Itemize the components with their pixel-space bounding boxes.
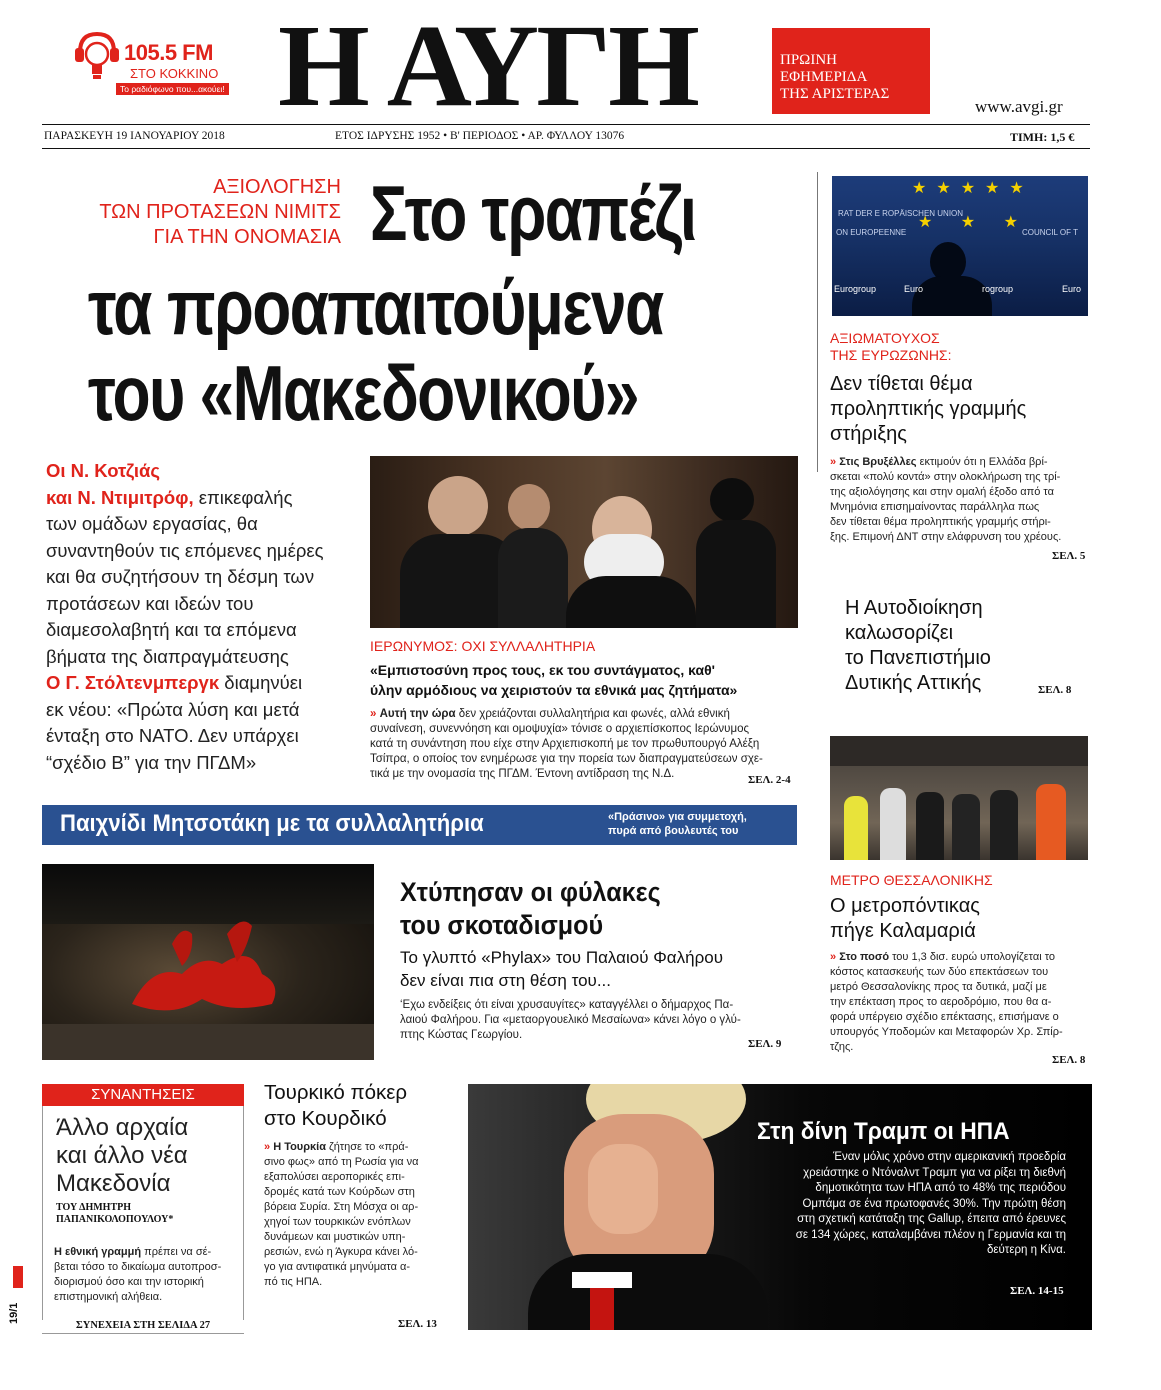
photo-ieronymos-tsipras bbox=[370, 456, 798, 628]
metro-body-line: τζης. bbox=[830, 1041, 854, 1053]
eurogroup-body bbox=[830, 455, 1088, 545]
arrow-icon: » bbox=[264, 1141, 271, 1153]
arrow-icon: » bbox=[370, 708, 377, 720]
lead-body-line bbox=[46, 458, 346, 485]
photo-figure bbox=[1036, 784, 1066, 860]
issue-date: ΠΑΡΑΣΚΕΥΗ 19 ΙΑΝΟΥΑΡΙΟΥ 2018 bbox=[44, 130, 225, 142]
metro-body-line: την επέκταση προς το αεροδρόμιο, που θα α- bbox=[830, 996, 1052, 1008]
meetings-author-line: ΠΑΠΑΝΙΚΟΛΟΠΟΥΛΟΥ* bbox=[56, 1214, 174, 1225]
lead-kicker-line: ΑΞΙΟΛΟΓΗΣΗ bbox=[213, 176, 341, 198]
photo-figure bbox=[566, 576, 696, 628]
turkey-body-line: σινο φως» από τη Ρωσία για να bbox=[264, 1156, 419, 1168]
meetings-body-line: επιστημονική αλήθεια. bbox=[54, 1291, 163, 1303]
meetings-text: πρέπει να σέ- bbox=[141, 1246, 212, 1258]
ieronymos-lead: Αυτή την ώρα bbox=[379, 708, 456, 720]
metro-body bbox=[830, 950, 1088, 1055]
tagline-line: ΠΡΩΙΝΗ bbox=[780, 52, 837, 68]
photo-figure bbox=[952, 794, 980, 860]
photo-figure bbox=[428, 476, 488, 536]
metro-lead: Στο ποσό bbox=[839, 951, 890, 963]
turkey-headline-line: στο Κουρδικό bbox=[264, 1107, 387, 1130]
turkey-body-line: χηγοί των τουρκικών ενόπλων bbox=[264, 1216, 411, 1228]
metro-kicker: ΜΕΤΡΟ ΘΕΣΣΑΛΟΝΙΚΗΣ bbox=[830, 872, 993, 888]
turkey-headline bbox=[264, 1080, 407, 1132]
eurogroup-kicker-line: ΤΗΣ ΕΥΡΩΖΩΝΗΣ: bbox=[830, 347, 952, 363]
meetings-body bbox=[54, 1245, 242, 1305]
stars-icon: ★ ★ ★ bbox=[918, 214, 1030, 231]
banner-headline: Παιχνίδι Μητσοτάκη με τα συλλαλητήρια bbox=[60, 810, 484, 837]
phylax-headline bbox=[400, 876, 661, 942]
photo-figure bbox=[572, 1272, 632, 1288]
ieronymos-body bbox=[370, 707, 800, 782]
eurogroup-headline-line: στήριξης bbox=[830, 423, 907, 445]
trump-body-line: χρειάστηκε ο Ντόναλντ Τραμπ για να ρίξει τη διεθνή bbox=[803, 1166, 1066, 1179]
lead-body bbox=[46, 458, 346, 776]
ieronymos-body-line: συναίνεση, συνεννόηση και ομοψυχία» τόνισε ο αρχιεπίσκοπος Ιερώνυμος bbox=[370, 723, 750, 735]
sculpture-figure bbox=[112, 904, 322, 1034]
eurogroup-kicker-line: ΑΞΙΩΜΑΤΟΥΧΟΣ bbox=[830, 330, 940, 346]
masthead-rule bbox=[42, 124, 1090, 125]
side-date-marker bbox=[13, 1266, 23, 1288]
metro-body-line: υπουργός Υποδομών και Μεταφορών Χρ. Σπίρ- bbox=[830, 1026, 1063, 1038]
banner-sub bbox=[608, 810, 747, 838]
photo-figure bbox=[844, 796, 868, 860]
trump-body-line: σε 134 χώρες, καταλαμβάνει πλέον η Γερμανία και τη bbox=[795, 1228, 1066, 1241]
eurogroup-headline-line: προληπτικής γραμμής bbox=[830, 398, 1027, 420]
turkey-page-ref: ΣΕΛ. 13 bbox=[398, 1318, 437, 1330]
masthead-rule-bottom bbox=[42, 148, 1090, 149]
turkey-body-line: βόρεια Συρία. Στη Μόσχα οι αρ- bbox=[264, 1201, 419, 1213]
lead-body-line: συναντηθούν τις επόμενες ημέρες bbox=[46, 539, 324, 561]
lead-body-line: ένταξη στο ΝΑΤΟ. Δεν υπάρχει bbox=[46, 725, 299, 746]
stars-icon: ★★★★★ bbox=[912, 180, 1034, 197]
lead-body-line: προτάσεων και ιδεών του bbox=[46, 592, 254, 614]
photo-figure bbox=[990, 790, 1018, 860]
lead-headline-line-2: τα προαπαιτούμενα bbox=[88, 263, 663, 351]
lead-headline-line-3: του «Μακεδονικού» bbox=[88, 349, 638, 437]
photo-figure bbox=[916, 792, 944, 860]
photo-figure bbox=[498, 528, 568, 628]
metro-body-line: μετρό Θεσσαλονίκης προς τα δυτικά, μαζί με bbox=[830, 981, 1047, 993]
trump-body-line: στη σχετική κατάταξη της Gallup, έπειτα από έρευνες bbox=[797, 1213, 1066, 1225]
lead-body-text: επικεφαλής bbox=[193, 486, 293, 508]
lead-body-line: των ομάδων εργασίας, θα bbox=[46, 513, 258, 534]
tagline-line: ΤΗΣ ΑΡΙΣΤΕΡΑΣ bbox=[780, 86, 890, 102]
metro-body-line bbox=[830, 950, 1088, 965]
phylax-deck bbox=[400, 946, 723, 992]
turkey-lead: Η Τουρκία bbox=[273, 1141, 326, 1153]
eurogroup-body-line bbox=[830, 455, 1088, 470]
photo-figure bbox=[588, 1144, 658, 1234]
ieronymos-quote-line: «Εμπιστοσύνη προς τους, εκ του συντάγματος, καθ' bbox=[370, 662, 715, 678]
trump-body-line: δεύτερη η Κίνα. bbox=[986, 1244, 1066, 1256]
lead-body-line bbox=[46, 670, 346, 697]
turkey-body-line: ρεσιών, ενώ η Άγκυρα κάνει λό- bbox=[264, 1246, 418, 1258]
lead-kicker-line: ΤΩΝ ΠΡΟΤΑΣΕΩΝ ΝΙΜΙΤΣ bbox=[99, 201, 341, 223]
eurogroup-headline-line: Δεν τίθεται θέμα bbox=[830, 373, 973, 395]
ieronymos-body-line bbox=[370, 707, 800, 722]
metro-headline-line: πήγε Καλαμαριά bbox=[830, 920, 976, 942]
metro-text: του 1,3 δισ. ευρώ υπολογίζεται το bbox=[889, 951, 1055, 963]
metro-headline bbox=[830, 894, 980, 944]
trump-body-line: Ομπάμα σε ένα πρωτοφανές 30%. Την πρώτη θέση bbox=[802, 1197, 1066, 1210]
photo-caption-text: rogroup bbox=[982, 284, 1014, 294]
phylax-body bbox=[400, 998, 800, 1043]
lead-body-line: διαμεσολαβητή και τα επόμενα bbox=[46, 619, 297, 640]
eurogroup-body-line: Μνημόνια επισημαίνοντας παράλληλα πως bbox=[830, 501, 1040, 513]
arrow-icon: » bbox=[830, 456, 837, 468]
meetings-title-line: και άλλο νέα bbox=[56, 1142, 188, 1169]
metro-page-ref: ΣΕΛ. 8 bbox=[1052, 1054, 1086, 1066]
metro-headline-line: Ο μετροπόντικας bbox=[830, 895, 980, 917]
photo-caption-text: Euro bbox=[1062, 284, 1082, 294]
meetings-title bbox=[56, 1114, 188, 1198]
column-divider bbox=[817, 172, 818, 472]
turkey-body-line: δρομές κατά των Κούρδων στη bbox=[264, 1186, 415, 1198]
meetings-author bbox=[56, 1202, 173, 1226]
lead-kicker bbox=[45, 175, 341, 250]
eurogroup-headline bbox=[830, 372, 1026, 447]
trump-body bbox=[730, 1150, 1066, 1259]
turkey-text: ζήτησε το «πρά- bbox=[325, 1141, 409, 1153]
meetings-body-line: διορισμού όσο και την ιστορική bbox=[54, 1276, 204, 1288]
trump-body-line: Έναν μόλις χρόνο στην αμερικανική προεδρία bbox=[832, 1151, 1066, 1163]
phylax-headline-line: Χτύπησαν οι φύλακες bbox=[400, 877, 661, 907]
tagline-line: ΕΦΗΜΕΡΙΔΑ bbox=[780, 69, 868, 85]
issue-info: ΕΤΟΣ ΙΔΡΥΣΗΣ 1952 • Β' ΠΕΡΙΟΔΟΣ • ΑΡ. ΦΥΛΛΟΥ 13076 bbox=[335, 130, 625, 142]
photo-figure bbox=[508, 484, 550, 530]
lead-body-line: εκ νέου: «Πρώτα λύση και μετά bbox=[46, 698, 300, 720]
eurogroup-page-ref: ΣΕΛ. 5 bbox=[1052, 550, 1086, 562]
mitsotakis-banner bbox=[42, 805, 797, 845]
trump-page-ref: ΣΕΛ. 14-15 bbox=[1010, 1285, 1064, 1297]
lightbulb-headphones-icon bbox=[74, 30, 120, 86]
ieronymos-body-line: κατά τη συνάντηση που είχε στην Αρχιεπισκοπή με τον πρωθυπουργό Αλέξη bbox=[370, 738, 760, 750]
phylax-body-line: λαιού Φαλήρου. Για «μεταοργουελικό Μεσαίωνα» κάνει λόγο ο γλύ- bbox=[400, 1014, 741, 1026]
tagline-box bbox=[772, 28, 930, 114]
radio-name: ΣΤΟ ΚΟΚΚΙΝΟ bbox=[130, 66, 219, 81]
photo-figure bbox=[696, 520, 776, 628]
phylax-body-line: πτης Κώστας Γεωργίου. bbox=[400, 1029, 523, 1041]
eurogroup-body-line: ξης. Επιμονή ΔΝΤ στην ελάφρυνση του χρέους. bbox=[830, 531, 1062, 543]
meetings-body-line: βεται τόσο τo δικαίωμα αυτοπροσ- bbox=[54, 1261, 222, 1273]
trump-headline: Στη δίνη Τραμπ οι ΗΠΑ bbox=[757, 1118, 1010, 1145]
turkey-body-line: γο για αντιφατικά μηνύματα α- bbox=[264, 1261, 411, 1273]
arrow-icon: » bbox=[830, 951, 837, 963]
website-link[interactable]: www.avgi.gr bbox=[975, 97, 1063, 116]
issue-price: ΤΙΜΗ: 1,5 € bbox=[1010, 130, 1075, 144]
turkey-body-line: δυνάμεων και μυστικών υπη- bbox=[264, 1231, 406, 1243]
photo-figure bbox=[710, 478, 754, 522]
eurogroup-kicker bbox=[830, 330, 951, 364]
turkey-body-line bbox=[264, 1140, 444, 1155]
meetings-lead: Η εθνική γραμμή bbox=[54, 1246, 142, 1258]
photo-caption-text: RAT DER E ROPÄISCHEN UNION bbox=[838, 209, 964, 218]
meetings-title-line: Μακεδονία bbox=[56, 1170, 171, 1197]
phylax-deck-line: δεν είναι πια στη θέση του... bbox=[400, 971, 611, 990]
phylax-page-ref: ΣΕΛ. 9 bbox=[748, 1038, 782, 1050]
turkey-headline-line: Τουρκικό πόκερ bbox=[264, 1081, 408, 1104]
banner-sub-line: «Πράσινο» για συμμετοχή, bbox=[608, 811, 747, 823]
metro-body-line: φορά υπέργειο σχέδιο επέκτασης, επισήμανε ο bbox=[830, 1011, 1059, 1023]
turkey-body-line: εξαπολύσει αεροπορικές επι- bbox=[264, 1171, 405, 1183]
lead-headline-line-1: Στο τραπέζι bbox=[370, 169, 696, 257]
ieronymos-body-line: Τσίπρα, ο οποίος τον ενημέρωσε για την πορεία των διαπραγματεύσεων σχε- bbox=[370, 753, 763, 765]
ieronymos-text: δεν χρειάζονται συλλαλητήρια και φωνές, αλλά εθνική bbox=[455, 708, 730, 720]
photo-figure bbox=[528, 1254, 768, 1330]
radio-slogan: Το ραδιόφωνο που...ακούει! bbox=[116, 83, 229, 95]
meetings-continue: ΣΥΝΕΧΕΙΑ ΣΤΗ ΣΕΛΙΔΑ 27 bbox=[42, 1320, 244, 1334]
lead-name-highlight: Οι Ν. Κοτζιάς bbox=[46, 460, 160, 481]
meetings-label: ΣΥΝΑΝΤΗΣΕΙΣ bbox=[42, 1084, 244, 1106]
university-headline-line: το Πανεπιστήμιο bbox=[845, 647, 991, 669]
university-headline-line: Η Αυτοδιοίκηση bbox=[845, 597, 983, 619]
turkey-body bbox=[264, 1140, 444, 1290]
meetings-author-line: ΤΟΥ ΔΗΜΗΤΡΗ bbox=[56, 1202, 131, 1213]
ieronymos-quote bbox=[370, 660, 737, 700]
university-page-ref: ΣΕΛ. 8 bbox=[1038, 684, 1072, 696]
radio-logo bbox=[70, 30, 250, 100]
phylax-headline-line: του σκοταδισμού bbox=[400, 910, 604, 940]
newspaper-title: Η ΑΥΓΗ bbox=[278, 0, 697, 131]
photo-figure bbox=[830, 736, 1088, 766]
eurogroup-text: εκτιμούν ότι η Ελλάδα βρί- bbox=[916, 456, 1048, 468]
university-headline-line: Δυτικής Αττικής bbox=[845, 672, 982, 694]
photo-eurogroup bbox=[832, 176, 1088, 316]
eurogroup-body-line: της αξιολόγησης και στην ομαλή έξοδο από τα bbox=[830, 486, 1054, 498]
phylax-deck-line: Το γλυπτό «Phylax» του Παλαιού Φαλήρου bbox=[400, 948, 724, 967]
banner-sub-line: πυρά από βουλευτές του bbox=[608, 825, 739, 837]
photo-caption-text: COUNCIL OF T bbox=[1022, 228, 1079, 237]
ieronymos-quote-line: ύλην αρμόδιους να χειριστούν τα εθνικά μας ζητήματα» bbox=[370, 682, 738, 698]
turkey-body-line: πό τις ΗΠΑ. bbox=[264, 1276, 323, 1288]
meetings-body-line bbox=[54, 1245, 242, 1260]
photo-phylax-sculpture bbox=[42, 864, 374, 1060]
radio-frequency: 105.5 FM bbox=[124, 40, 213, 65]
eurogroup-lead: Στις Βρυξέλλες bbox=[839, 456, 917, 468]
eurogroup-body-line: δεν τίθεται θέμα προληπτικής γραμμής στήρι- bbox=[830, 516, 1051, 528]
lead-name-highlight: Ο Γ. Στόλτενμπεργκ bbox=[46, 672, 220, 693]
photo-caption-text: Eurogroup bbox=[834, 284, 877, 294]
photo-metro bbox=[830, 736, 1088, 860]
side-date: 19/1 bbox=[8, 1302, 20, 1324]
photo-caption-text: ON EUROPEENNE bbox=[836, 228, 907, 237]
meetings-title-line: Άλλο αρχαία bbox=[56, 1114, 189, 1141]
metro-body-line: κόστος κατασκευής των δύο επεκτάσεων του bbox=[830, 966, 1049, 978]
photo-caption-text: Euro bbox=[904, 284, 924, 294]
lead-name-highlight: και Ν. Ντιμιτρόφ, bbox=[46, 486, 194, 508]
lead-body-line: και θα συζητήσουν τη δέσμη των bbox=[46, 566, 315, 587]
university-headline bbox=[845, 596, 991, 696]
ieronymos-kicker: ΙΕΡΩΝΥΜΟΣ: ΟΧΙ ΣΥΛΛΑΛΗΤΗΡΙΑ bbox=[370, 638, 596, 654]
lead-body-line bbox=[46, 485, 346, 512]
photo-figure bbox=[912, 276, 992, 316]
photo-figure bbox=[880, 788, 906, 860]
photo-figure bbox=[42, 1024, 374, 1060]
trump-body-line: δημοτικότητα των ΗΠΑ από το 48% της περιόδου bbox=[815, 1182, 1066, 1194]
ieronymos-page-ref: ΣΕΛ. 2-4 bbox=[748, 774, 791, 786]
lead-kicker-line: ΓΙΑ ΤΗΝ ΟΝΟΜΑΣΙΑ bbox=[153, 226, 341, 248]
lead-body-line: “σχέδιο Β” για την ΠΓΔΜ» bbox=[46, 751, 257, 773]
university-headline-line: καλωσορίζει bbox=[845, 622, 954, 644]
phylax-body-line: ‘Εχω ενδείξεις ότι είναι χρυσαυγίτες» καταγγέλλει ο δήμαρχος Πα- bbox=[400, 999, 734, 1011]
eurogroup-body-line: σκεται «πολύ κοντά» στην ολοκλήρωση της τρί- bbox=[830, 471, 1061, 483]
ieronymos-body-line: τικά με την ονομασία της ΠΓΔΜ. Έντονη αντίδραση της Ν.Δ. bbox=[370, 768, 675, 780]
lead-body-text: διαμηνύει bbox=[219, 672, 303, 693]
lead-body-line: βήματα της διαπραγμάτευσης bbox=[46, 645, 289, 667]
